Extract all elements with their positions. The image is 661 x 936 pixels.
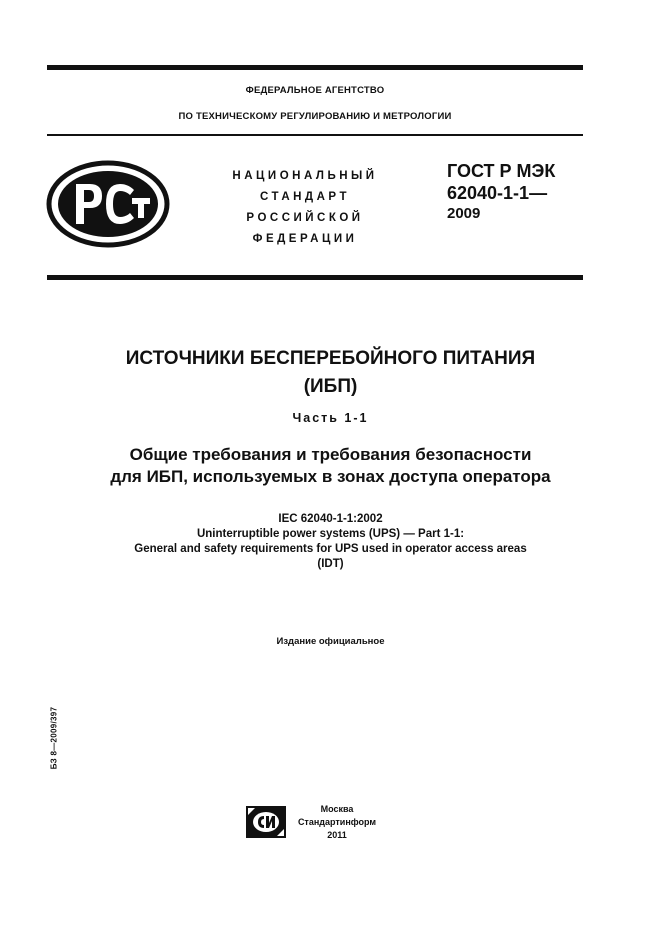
standard-type-line-3: РОССИЙСКОЙ bbox=[246, 212, 364, 224]
top-rule bbox=[47, 65, 583, 70]
document-title-line-2: (ИБП) bbox=[303, 376, 358, 397]
middle-rule bbox=[47, 134, 583, 136]
standard-type-line-4: ФЕДЕРАЦИИ bbox=[252, 233, 358, 245]
standard-type-line-1: НАЦИОНАЛЬНЫЙ bbox=[232, 170, 378, 182]
iec-title-line-2: General and safety requirements for UPS used in operator access areas bbox=[134, 543, 527, 555]
standard-designation bbox=[447, 160, 597, 224]
agency-name-line-2: ПО ТЕХНИЧЕСКОМУ РЕГУЛИРОВАНИЮ И МЕТРОЛОГИИ bbox=[178, 111, 452, 122]
rst-conformity-mark-icon bbox=[46, 160, 170, 248]
publisher-city: Москва bbox=[320, 804, 354, 814]
publisher-block bbox=[292, 803, 382, 842]
agency-name-line-1: ФЕДЕРАЛЬНОЕ АГЕНТСТВО bbox=[245, 85, 385, 96]
side-catalog-code: БЗ 8—2009/397 bbox=[49, 706, 59, 770]
part-number: Часть 1-1 bbox=[292, 411, 369, 425]
subtitle-line-2: для ИБП, используемых в зонах доступа оператора bbox=[110, 467, 551, 486]
standard-type-block bbox=[200, 166, 410, 250]
designation-line-2: 62040-1-1— bbox=[447, 183, 548, 203]
bottom-rule bbox=[47, 275, 583, 280]
publication-year: 2011 bbox=[327, 830, 347, 840]
designation-line-1: ГОСТ Р МЭК bbox=[447, 161, 556, 181]
iec-title-line-1: Uninterruptible power systems (UPS) — Part 1-1: bbox=[196, 528, 465, 540]
iec-equivalence: (IDT) bbox=[317, 558, 344, 570]
standard-type-line-2: СТАНДАРТ bbox=[260, 191, 350, 203]
designation-year: 2009 bbox=[447, 205, 481, 222]
subtitle-line-1: Общие требования и требования безопасности bbox=[129, 445, 532, 464]
iec-designation: IEC 62040-1-1:2002 bbox=[278, 513, 383, 525]
document-title-line-1: ИСТОЧНИКИ БЕСПЕРЕБОЙНОГО ПИТАНИЯ bbox=[125, 348, 536, 369]
edition-label: Издание официальное bbox=[276, 636, 385, 647]
publisher-name: Стандартинформ bbox=[297, 817, 377, 827]
standartinform-logo-icon bbox=[246, 806, 286, 838]
